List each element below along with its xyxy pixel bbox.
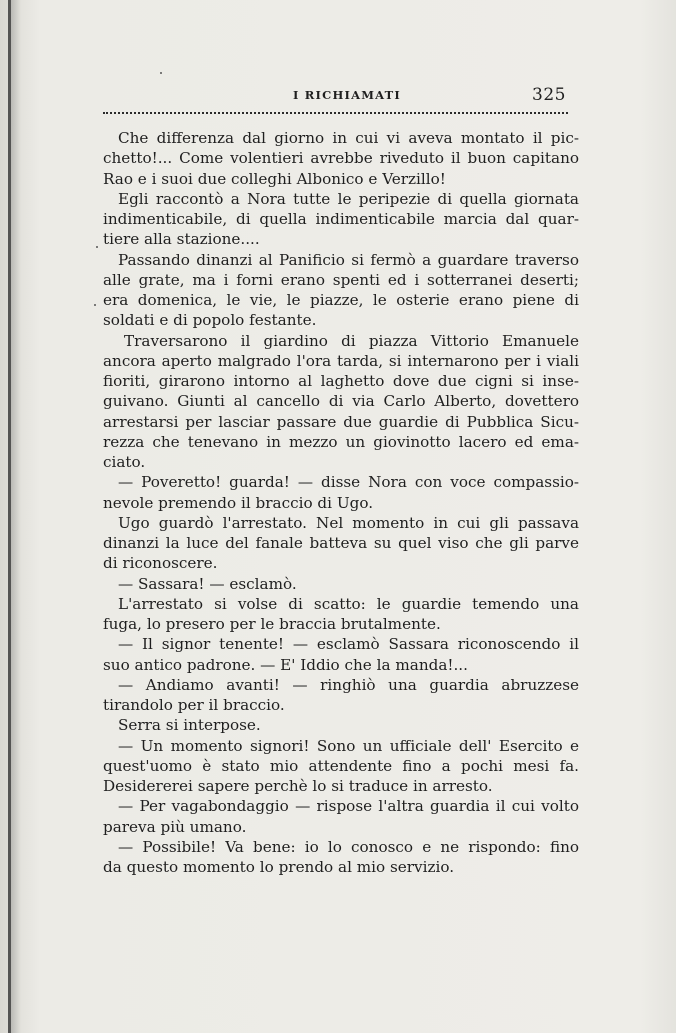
text-line: — Per vagabondaggio — rispose l'altra guardia il cui volto <box>118 797 579 816</box>
text-line: quest'uomo è stato mio attendente fino a pochi mesi fa. <box>103 756 579 775</box>
text-line: nevole premendo il braccio di Ugo. <box>103 493 374 512</box>
text-line: guivano. Giunti al cancello di via Carlo Alberto, dovettero <box>103 392 579 411</box>
text-line: da questo momento lo prendo al mio servizio. <box>103 858 455 876</box>
text-line: indimenticabile, di quella indimenticabile marcia dal quar- <box>103 210 579 228</box>
text-line: — Possibile! Va bene: io lo conosco e ne rispondo: fino <box>118 837 579 856</box>
page-header <box>103 86 568 106</box>
text-line: soldati e di popolo festante. <box>103 311 317 330</box>
text-line: Ugo guardò l'arrestato. Nel momento in cui gli passava <box>118 513 579 532</box>
text-line: Serra si interpose. <box>118 716 261 735</box>
text-line: di riconoscere. <box>103 554 218 573</box>
text-line: dinanzi la luce del fanale batteva su quel viso che gli parve <box>103 534 579 552</box>
text-line: Traversarono il giardino di piazza Vittorio Emanuele <box>124 331 579 350</box>
body-text <box>103 128 579 877</box>
text-line: — Andiamo avanti! — ringhiò una guardia abruzzese <box>118 675 579 694</box>
text-line: Rao e i suoi due colleghi Albonico e Verzillo! <box>103 169 446 188</box>
text-line: tiere alla stazione.... <box>103 230 260 249</box>
running-title: I RICHIAMATI <box>293 88 402 102</box>
text-line: alle grate, ma i forni erano spenti ed i sotterranei deserti; <box>103 270 579 289</box>
text-line: fuga, lo presero per le braccia brutalmente. <box>103 615 441 633</box>
header-rule <box>103 112 568 114</box>
text-line: arrestarsi per lasciar passare due guardie di Pubblica Sicu- <box>103 412 579 431</box>
text-line: pareva più umano. <box>103 817 247 836</box>
page-number: 325 <box>532 85 566 105</box>
text-line: Passando dinanzi al Panificio si fermò a guardare traverso <box>118 250 579 269</box>
text-line: ciato. <box>103 453 146 471</box>
text-line: Che differenza dal giorno in cui vi aveva montato il pic- <box>118 129 579 147</box>
text-line: Egli raccontò a Nora tutte le peripezie di quella giornata <box>118 189 579 208</box>
text-line: rezza che tenevano in mezzo un giovinotto lacero ed ema- <box>103 432 579 451</box>
ink-speck <box>94 304 96 306</box>
binding-shadow <box>11 0 21 1033</box>
text-line: chetto!... Come volentieri avrebbe riveduto il buon capitano <box>103 149 579 168</box>
text-line: — Poveretto! guarda! — disse Nora con voce compassio- <box>118 473 579 492</box>
text-line: tirandolo per il braccio. <box>103 696 285 714</box>
text-line: ancora aperto malgrado l'ora tarda, si internarono per i viali <box>103 351 579 370</box>
ink-speck <box>160 72 162 74</box>
text-line: Desidererei sapere perchè lo si traduce in arresto. <box>103 777 493 795</box>
text-line: — Un momento signori! Sono un ufficiale dell' Esercito e <box>118 736 579 755</box>
text-line: era domenica, le vie, le piazze, le osterie erano piene di <box>103 291 579 309</box>
ink-speck <box>96 246 98 248</box>
text-line: — Sassara! — esclamò. <box>118 574 297 593</box>
text-line: — Il signor tenente! — esclamò Sassara riconoscendo il <box>118 635 579 654</box>
text-line: suo antico padrone. — E' Iddio che la manda!... <box>103 655 468 674</box>
text-line: L'arrestato si volse di scatto: le guardie temendo una <box>118 594 579 613</box>
text-line: fioriti, girarono intorno al laghetto dove due cigni si inse- <box>103 372 579 390</box>
